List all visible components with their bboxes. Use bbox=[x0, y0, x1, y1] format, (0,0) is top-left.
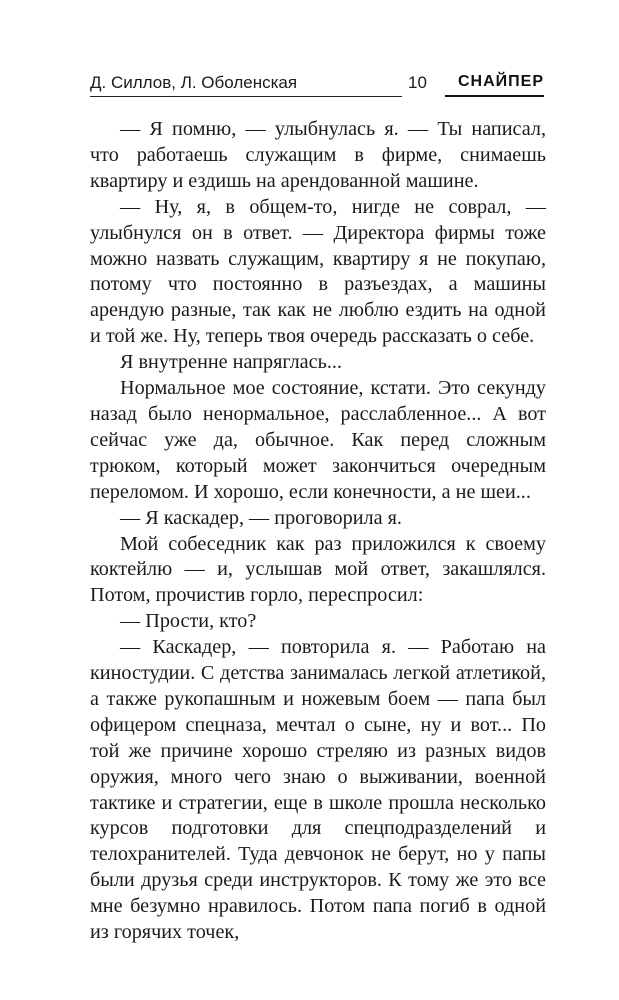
header-rule-right bbox=[445, 95, 544, 97]
page-number: 10 bbox=[408, 73, 427, 92]
paragraph: Мой собеседник как раз приложился к своему коктейлю — и, услышав мой ответ, закашлялся. Потом, прочистив горло, переспросил: bbox=[90, 532, 546, 607]
paragraph: — Ну, я, в общем-то, нигде не соврал, — улыбнулся он в ответ. — Директора фирмы тоже можно назвать служащим, квартиру я не покупаю, потому что постоянно в разъездах, а машины арендую разные, так как не люблю ездить на одной и той же. Ну, теперь твоя очередь рассказать о себе. bbox=[90, 195, 546, 348]
header-authors: Д. Силлов, Л. Оболенская bbox=[90, 73, 298, 92]
body-text bbox=[90, 117, 546, 946]
paragraph: — Я каскадер, — проговорила я. bbox=[120, 506, 402, 529]
running-header bbox=[90, 73, 544, 99]
paragraph: Нормальное мое состояние, кстати. Это секунду назад было ненормальное, расслабленное... А вот сейчас уже да, обычное. Как перед сложным трюком, который может закончиться очередным переломом. И хорошо, если конечности, а не шеи... bbox=[90, 377, 546, 503]
header-rule-left bbox=[90, 96, 402, 97]
paragraph: — Я помню, — улыбнулась я. — Ты написал, что работаешь служащим в фирме, снимаешь квартиру и ездишь на арендованной машине. bbox=[90, 118, 546, 192]
paragraph: — Прости, кто? bbox=[120, 610, 257, 633]
series-title: СНАЙПЕР bbox=[457, 73, 544, 90]
paragraph: Я внутренне напряглась... bbox=[120, 351, 342, 374]
paragraph: — Каскадер, — повторила я. — Работаю на киностудии. С детства занималась легкой атлетикой, а также рукопашным и ножевым боем — папа был офицером спецназа, мечтал о сыне, ну и вот... По той же причине хорошо стреляю из разных видов оружия, много чего знаю о выживании, военной тактике и стратегии, еще в школе прошла несколько курсов подготовки для спецподразделений и телохранителей. Туда девчонок не берут, но у папы были друзья среди инструкторов. К тому же это все мне безумно нравилось. Потом папа погиб в одной из горячих точек, bbox=[90, 636, 546, 944]
